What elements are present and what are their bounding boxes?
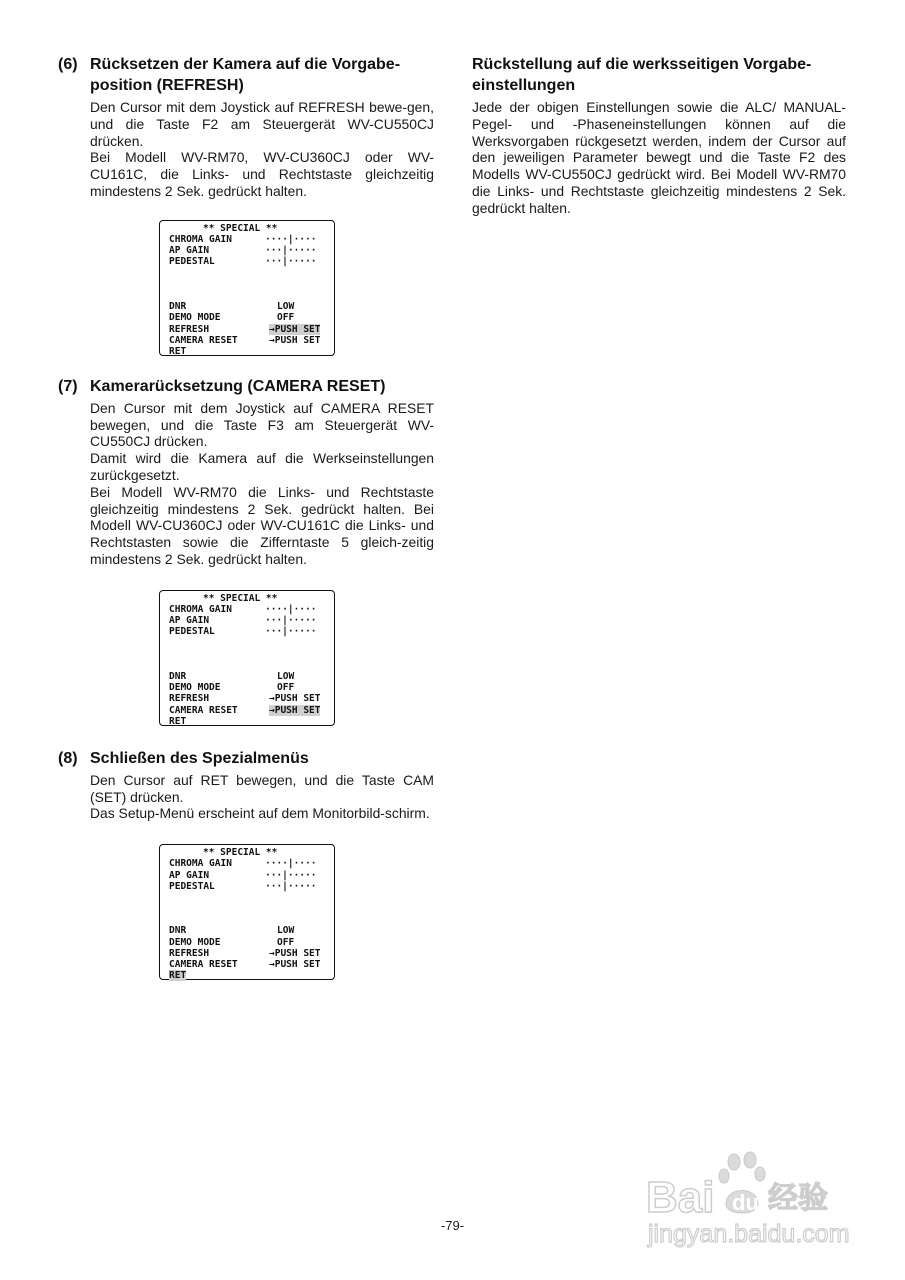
menu-row-ap-gain: AP GAIN ···|····· (169, 615, 317, 627)
factory-reset-body: Jede der obigen Einstellungen sowie die ALC/ MANUAL-Pegel- und -Phaseneinstellungen können auf die Werksvorgaben rückgesetzt werden, indem der Cursor auf den jeweiligen Parameter bewegt und die Taste F2 des Modells WV-CU550CJ gedrückt wird. Bei Modell WV-RM70 die Links- und Rechtstaste gleichzeitig mindestens 2 Sek. gedrückt halten. (472, 99, 846, 216)
menu-row-dnr: DNR LOW (169, 301, 295, 313)
refresh-value-highlighted: →PUSH SET (269, 323, 321, 335)
paragraph: Bei Modell WV-RM70 die Links- und Rechtstaste gleichzeitig mindestens 2 Sek. gedrückt halten. Bei Modell WV-CU360CJ oder WV-CU161C die Links- und Rechtstasten sowie die Zifferntaste 5 gleich-zeitig mindestens 2 Sek. gedrückt halten. (90, 483, 434, 567)
section-body (90, 99, 434, 200)
special-menu-screen (159, 590, 335, 726)
section-heading (58, 748, 434, 769)
right-column (472, 54, 846, 217)
paragraph: Bei Modell WV-RM70, WV-CU360CJ oder WV-CU161C, die Links- und Rechtstaste gleichzeitig mindestens 2 Sek. gedrückt halten. (90, 149, 434, 199)
watermark-logo (646, 1150, 852, 1250)
menu-row-refresh: REFRESH →PUSH SET (169, 323, 321, 335)
menu-row-pedestal: PEDESTAL ···|····· (169, 880, 317, 892)
menu-row-ret: RET (169, 715, 187, 727)
section-title: Schließen des Spezialmenüs (90, 749, 309, 767)
section-title: Rücksetzen der Kamera auf die Vorgabe-position (REFRESH) (90, 56, 401, 94)
menu-row-ret (169, 970, 334, 981)
section-heading (58, 376, 434, 397)
page-number: -79- (440, 1218, 465, 1233)
menu-row-refresh: REFRESH →PUSH SET (169, 947, 321, 959)
section-heading (58, 54, 434, 96)
menu-title: ** SPECIAL ** (203, 847, 278, 859)
menu-row-ap-gain: AP GAIN ···|····· (169, 869, 317, 881)
menu-row-dnr: DNR LOW (169, 925, 295, 937)
baidu-jingyan-watermark (646, 1150, 852, 1250)
factory-reset-heading: Rückstellung auf die werksseitigen Vorgabe-einstellungen (472, 56, 812, 94)
menu-row-demo-mode: DEMO MODE OFF (169, 936, 295, 948)
menu-row-demo-mode: DEMO MODE OFF (169, 682, 295, 694)
section-body (90, 400, 434, 568)
section-number: (6) (58, 56, 78, 73)
menu-row-refresh: REFRESH →PUSH SET (169, 693, 321, 705)
menu-row-demo-mode: DEMO MODE OFF (169, 312, 295, 324)
svg-text:jingyan.baidu.com: jingyan.baidu.com (648, 1220, 850, 1248)
menu-row-ap-gain: AP GAIN ···|····· (169, 245, 317, 257)
menu-row-chroma-gain: CHROMA GAIN ····|···· (169, 603, 317, 615)
menu-title: ** SPECIAL ** (203, 592, 278, 604)
camera-reset-value-highlighted: →PUSH SET (269, 704, 321, 716)
menu-title: ** SPECIAL ** (203, 222, 278, 234)
section-title: Kamerarücksetzung (CAMERA RESET) (90, 377, 386, 395)
menu-row-camera-reset: CAMERA RESET →PUSH SET (169, 959, 321, 971)
section-number: (7) (58, 377, 78, 395)
section-refresh (58, 54, 434, 356)
menu-row-pedestal: PEDESTAL ···|····· (169, 256, 317, 268)
menu-row-ret: RET (169, 345, 187, 357)
ret-highlighted: RET (169, 970, 187, 982)
menu-row-camera-reset: CAMERA RESET →PUSH SET (169, 704, 321, 716)
paragraph: Den Cursor mit dem Joystick auf CAMERA RESET bewegen, und die Taste F3 am Steuergerät WV-CU550CJ drücken. (90, 399, 434, 450)
section-number: (8) (58, 749, 78, 767)
svg-text:Bai: Bai (646, 1173, 715, 1222)
section-body (90, 772, 434, 822)
special-menu-screen (159, 220, 335, 356)
svg-text:du: du (732, 1190, 759, 1215)
menu-row-chroma-gain: CHROMA GAIN ····|···· (169, 858, 317, 870)
paragraph: Den Cursor auf RET bewegen, und die Taste CAM (SET) drücken. (90, 771, 434, 805)
special-menu-screen (159, 844, 335, 980)
svg-text:经验: 经验 (768, 1181, 828, 1216)
section-close-menu (58, 748, 434, 980)
menu-row-chroma-gain: CHROMA GAIN ····|···· (169, 233, 317, 245)
paragraph: Den Cursor mit dem Joystick auf REFRESH bewe-gen, und die Taste F2 am Steuergerät WV-CU550CJ drücken. (90, 99, 434, 149)
menu-row-pedestal: PEDESTAL ···|····· (169, 626, 317, 638)
left-column (58, 54, 434, 980)
menu-row-camera-reset: CAMERA RESET →PUSH SET (169, 334, 321, 346)
menu-row-dnr: DNR LOW (169, 671, 295, 683)
paragraph: Das Setup-Menü erscheint auf dem Monitorbild-schirm. (90, 805, 430, 822)
paragraph: Damit wird die Kamera auf die Werkseinstellungen zurückgesetzt. (90, 450, 434, 483)
section-camera-reset (58, 376, 434, 726)
